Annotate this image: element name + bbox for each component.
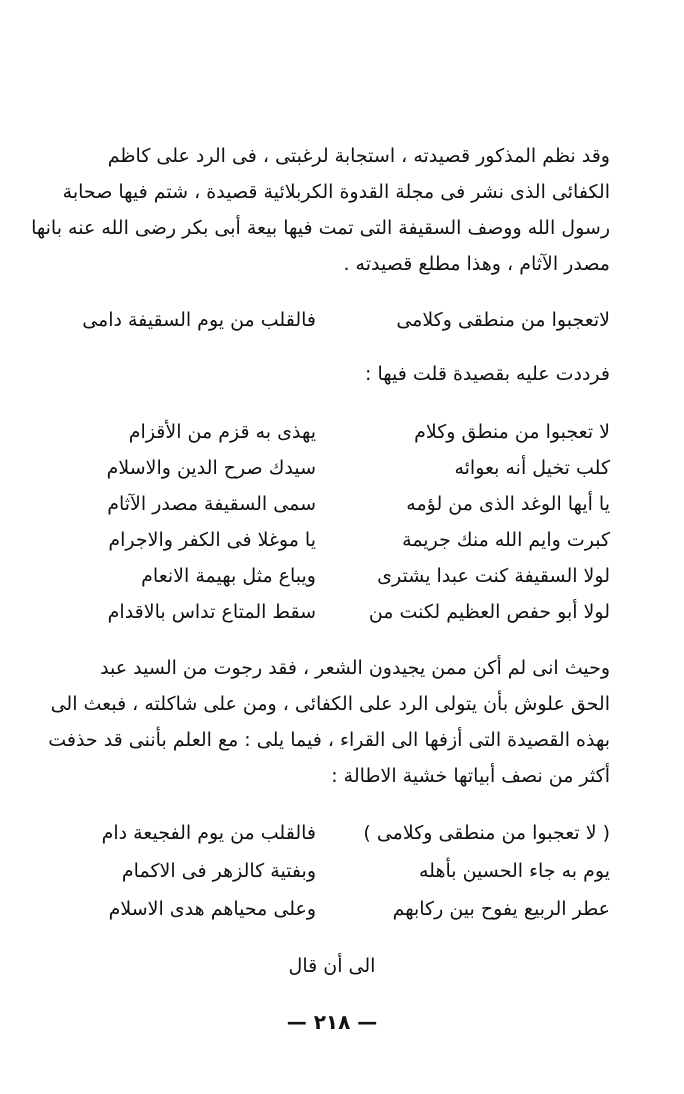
poem-verse: [54, 815, 610, 851]
verse-first-hemistich: لولا السقيفة كنت عبدا يشترى: [377, 565, 610, 587]
verse-second-hemistich: فالقلب من يوم الفجيعة دام: [101, 822, 316, 844]
poem-verse: [54, 891, 610, 927]
verse-second-hemistich: فالقلب من يوم السقيفة دامى: [82, 309, 316, 331]
verse-first-hemistich: يوم به جاء الحسين بأهله: [418, 860, 610, 882]
second-paragraph: [48, 650, 610, 794]
verse-first-hemistich: كبرت وايم الله منك جريمة: [402, 529, 610, 551]
paragraph-line: بهذه القصيدة التى أزفها الى القراء ، فيما يلى : مع العلم بأننى قد حذفت: [48, 729, 610, 751]
poem-verse: [54, 558, 610, 594]
verse-second-hemistich: وبفتية كالزهر فى الاكمام: [121, 860, 316, 882]
poem-verse: [54, 414, 610, 450]
poem-verse: [54, 450, 610, 486]
reply-intro-text: فرددت عليه بقصيدة قلت فيها :: [365, 363, 610, 385]
verse-second-hemistich: سمى السقيفة مصدر الآثام: [107, 493, 316, 515]
intro-line: مصدر الآثام ، وهذا مطلع قصيدته .: [343, 253, 610, 275]
verse-second-hemistich: وعلى محياهم هدى الاسلام: [108, 898, 316, 920]
verse-first-hemistich: كلب تخيل أنه بعوائه: [454, 457, 610, 479]
verse-second-hemistich: ويباع مثل بهيمة الانعام: [141, 565, 316, 587]
verse-first-hemistich: ( لا تعجبوا من منطقى وكلامى ): [363, 822, 610, 844]
paragraph-line: أكثر من نصف أبياتها خشية الاطالة :: [331, 765, 610, 787]
intro-line: وقد نظم المذكور قصيدته ، استجابة لرغبتى ، فى الرد على كاظم: [107, 145, 610, 167]
verse-second-hemistich: يا موغلا فى الكفر والاجرام: [108, 529, 316, 551]
verse-first-hemistich: يا أيها الوغد الذى من لؤمه: [406, 493, 610, 515]
reply-intro: [54, 356, 610, 392]
verse-second-hemistich: يهذى به قزم من الأقزام: [128, 421, 316, 443]
verse-second-hemistich: سقط المتاع تداس بالاقدام: [107, 601, 316, 623]
poem-verse: [54, 594, 610, 630]
verse-first-hemistich: لولا أبو حفص العظيم لكنت من: [368, 601, 610, 623]
intro-paragraph: [31, 138, 610, 282]
poem-verse: [54, 853, 610, 889]
intro-line: الكفائى الذى نشر فى مجلة القدوة الكربلائية قصيدة ، شتم فيها صحابة: [62, 181, 610, 203]
intro-line: رسول الله ووصف السقيفة التى تمت فيها بيعة أبى بكر رضى الله عنه بانها: [31, 217, 610, 239]
verse-first-hemistich: عطر الربيع يفوح بين ركابهم: [392, 898, 610, 920]
verse-first-hemistich: لاتعجبوا من منطقى وكلامى: [396, 309, 610, 331]
page-number: — ٢١٨ —: [286, 1010, 378, 1034]
paragraph-line: وحيث انى لم أكن ممن يجيدون الشعر ، فقد رجوت من السيد عبد: [100, 657, 610, 679]
verse-first-hemistich: لا تعجبوا من منطق وكلام: [414, 421, 610, 443]
paragraph-line: الحق علوش بأن يتولى الرد على الكفائى ، ومن على شاكلته ، فبعث الى: [50, 693, 610, 715]
poem-verse: [54, 522, 610, 558]
opening-verse: [54, 302, 610, 338]
closing-line: الى أن قال: [288, 955, 376, 977]
poem-verse: [54, 486, 610, 522]
verse-second-hemistich: سيدك صرح الدين والاسلام: [106, 457, 316, 479]
